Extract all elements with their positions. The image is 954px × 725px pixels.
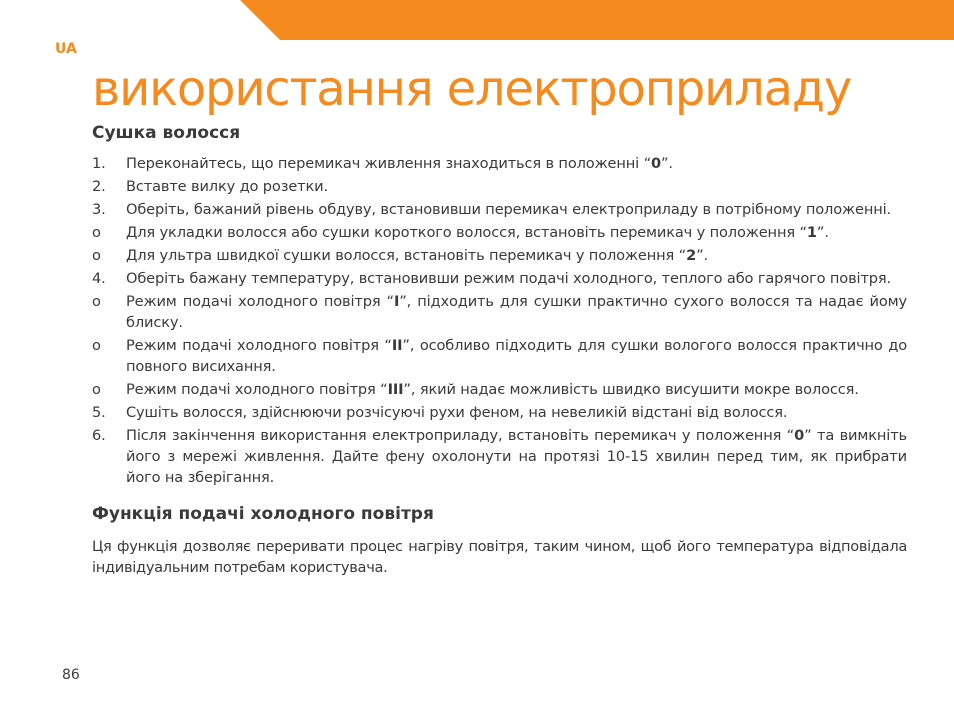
page-title: використання електроприладу: [92, 61, 852, 117]
list-item-text: Переконайтесь, що перемикач живлення знаходиться в положенні “0”.: [126, 155, 673, 172]
list-item: [92, 335, 907, 377]
list-item: [92, 425, 907, 488]
list-item-text: Режим подачі холодного повітря “I”, підходить для сушки практично сухого волосся та надає йому блиску.: [126, 293, 907, 331]
list-item-text: Режим подачі холодного повітря “III”, який надає можливість швидко висушити мокре волосся.: [126, 381, 859, 398]
list-item: [92, 402, 907, 423]
list-marker: o: [92, 247, 101, 264]
list-marker: 1.: [92, 155, 106, 172]
list-marker: 2.: [92, 178, 106, 195]
main-content: [92, 121, 907, 578]
list-item-text: Оберіть бажану температуру, встановивши режим подачі холодного, теплого або гарячого повітря.: [126, 270, 892, 287]
list-item-text: Сушіть волосся, здійснюючи розчісуючі рухи феном, на невеликій відстані від волосся.: [126, 404, 788, 421]
list-item: [92, 245, 907, 266]
list-marker: o: [92, 224, 101, 241]
cold-air-paragraph: Ця функція дозволяє переривати процес нагріву повітря, таким чином, щоб його температура відповідала індивідуальним потребам користувача.: [92, 538, 907, 576]
list-item-text: Для укладки волосся або сушки короткого волосся, встановіть перемикач у положення “1”.: [126, 224, 829, 241]
header-accent-bar: [240, 0, 954, 40]
list-item: [92, 379, 907, 400]
list-item: [92, 268, 907, 289]
list-item-text: Режим подачі холодного повітря “II”, особливо підходить для сушки вологого волосся практично до повного висихання.: [126, 337, 907, 375]
list-marker: 6.: [92, 427, 106, 444]
list-item-text: Для ультра швидкої сушки волосся, встановіть перемикач у положення “2”.: [126, 247, 709, 264]
section-title-cold-air: Функція подачі холодного повітря: [92, 504, 434, 524]
list-item: [92, 291, 907, 333]
instructions-list: [92, 153, 907, 488]
list-item-text: Після закінчення використання електроприладу, встановіть перемикач у положення “0” та вимкніть його з мережі живлення. Дайте фену охолонути на протязі 10-15 хвилин перед тим, як прибрати його на зберігання.: [126, 427, 908, 486]
list-item: [92, 176, 907, 197]
list-item: [92, 222, 907, 243]
list-marker: 5.: [92, 404, 106, 421]
list-marker: o: [92, 381, 101, 398]
section-title-hair-drying: Сушка волосся: [92, 123, 241, 143]
list-item-text: Оберіть, бажаний рівень обдуву, встановивши перемикач електроприладу в потрібному положенні.: [126, 201, 892, 218]
list-marker: o: [92, 293, 101, 310]
list-marker: 4.: [92, 270, 106, 287]
language-label: UA: [55, 41, 77, 57]
list-marker: 3.: [92, 201, 106, 218]
list-marker: o: [92, 337, 101, 354]
list-item: [92, 153, 907, 174]
list-item: [92, 199, 907, 220]
list-item-text: Вставте вилку до розетки.: [126, 178, 328, 195]
page-number: 86: [62, 667, 80, 683]
